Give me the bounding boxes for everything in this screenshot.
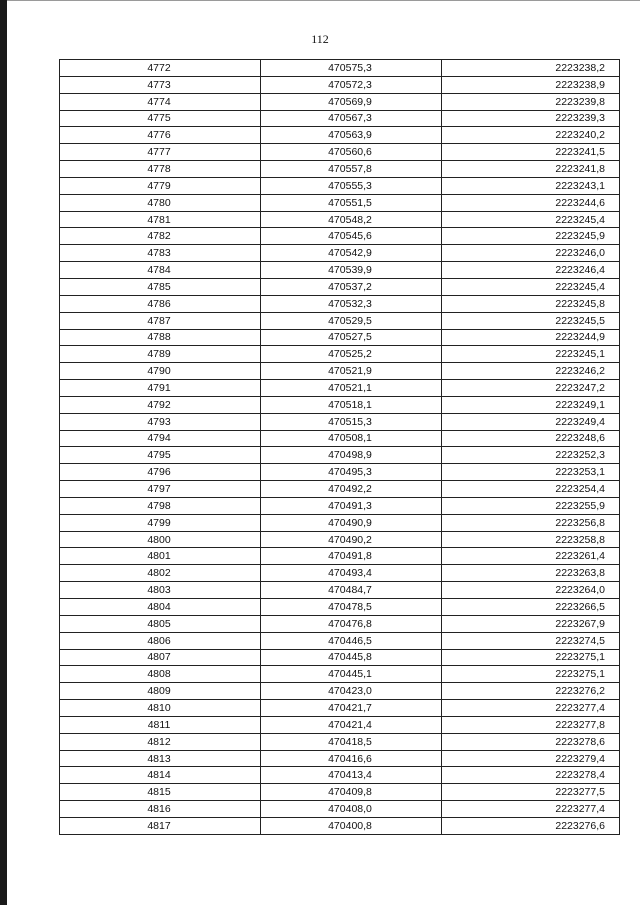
point-number-cell: 4804 (60, 599, 261, 616)
y-coordinate-cell: 2223278,4 (442, 767, 620, 784)
table-row (60, 76, 620, 93)
point-number-cell: 4812 (60, 733, 261, 750)
y-coordinate-cell: 2223238,2 (442, 60, 620, 77)
y-coordinate-cell: 2223245,8 (442, 295, 620, 312)
x-coordinate-cell: 470525,2 (261, 346, 442, 363)
x-coordinate-cell: 470408,0 (261, 801, 442, 818)
y-coordinate-cell: 2223244,9 (442, 329, 620, 346)
scan-edge-top (7, 0, 640, 1)
x-coordinate-cell: 470418,5 (261, 733, 442, 750)
x-coordinate-cell: 470409,8 (261, 784, 442, 801)
table-row (60, 548, 620, 565)
table-row (60, 700, 620, 717)
table-row (60, 683, 620, 700)
point-number-cell: 4790 (60, 363, 261, 380)
y-coordinate-cell: 2223256,8 (442, 514, 620, 531)
table-row (60, 413, 620, 430)
y-coordinate-cell: 2223247,2 (442, 380, 620, 397)
y-coordinate-cell: 2223279,4 (442, 750, 620, 767)
table-row (60, 784, 620, 801)
table-row (60, 346, 620, 363)
table-row (60, 599, 620, 616)
y-coordinate-cell: 2223275,1 (442, 649, 620, 666)
table-row (60, 632, 620, 649)
y-coordinate-cell: 2223276,6 (442, 817, 620, 834)
table-row (60, 161, 620, 178)
table-row (60, 716, 620, 733)
y-coordinate-cell: 2223238,9 (442, 76, 620, 93)
y-coordinate-cell: 2223241,5 (442, 144, 620, 161)
table-row (60, 430, 620, 447)
table-row (60, 750, 620, 767)
table-row (60, 110, 620, 127)
x-coordinate-cell: 470539,9 (261, 262, 442, 279)
point-number-cell: 4797 (60, 481, 261, 498)
table-row (60, 93, 620, 110)
table-row (60, 262, 620, 279)
table-row (60, 329, 620, 346)
table-row (60, 211, 620, 228)
point-number-cell: 4815 (60, 784, 261, 801)
point-number-cell: 4805 (60, 615, 261, 632)
table-row (60, 380, 620, 397)
x-coordinate-cell: 470542,9 (261, 245, 442, 262)
table-row (60, 396, 620, 413)
point-number-cell: 4803 (60, 582, 261, 599)
y-coordinate-cell: 2223266,5 (442, 599, 620, 616)
point-number-cell: 4799 (60, 514, 261, 531)
point-number-cell: 4775 (60, 110, 261, 127)
x-coordinate-cell: 470498,9 (261, 447, 442, 464)
table-row (60, 582, 620, 599)
x-coordinate-cell: 470445,8 (261, 649, 442, 666)
x-coordinate-cell: 470495,3 (261, 464, 442, 481)
y-coordinate-cell: 2223277,8 (442, 716, 620, 733)
table-row (60, 144, 620, 161)
y-coordinate-cell: 2223255,9 (442, 497, 620, 514)
x-coordinate-cell: 470527,5 (261, 329, 442, 346)
table-row (60, 177, 620, 194)
point-number-cell: 4801 (60, 548, 261, 565)
table-row (60, 615, 620, 632)
x-coordinate-cell: 470575,3 (261, 60, 442, 77)
table-row (60, 481, 620, 498)
point-number-cell: 4783 (60, 245, 261, 262)
x-coordinate-cell: 470492,2 (261, 481, 442, 498)
point-number-cell: 4798 (60, 497, 261, 514)
point-number-cell: 4810 (60, 700, 261, 717)
y-coordinate-cell: 2223245,1 (442, 346, 620, 363)
table-row (60, 817, 620, 834)
point-number-cell: 4795 (60, 447, 261, 464)
point-number-cell: 4785 (60, 278, 261, 295)
point-number-cell: 4809 (60, 683, 261, 700)
point-number-cell: 4777 (60, 144, 261, 161)
y-coordinate-cell: 2223252,3 (442, 447, 620, 464)
y-coordinate-cell: 2223249,1 (442, 396, 620, 413)
y-coordinate-cell: 2223241,8 (442, 161, 620, 178)
table-row (60, 127, 620, 144)
point-number-cell: 4773 (60, 76, 261, 93)
x-coordinate-cell: 470521,1 (261, 380, 442, 397)
y-coordinate-cell: 2223258,8 (442, 531, 620, 548)
x-coordinate-cell: 470491,3 (261, 497, 442, 514)
y-coordinate-cell: 2223254,4 (442, 481, 620, 498)
point-number-cell: 4796 (60, 464, 261, 481)
x-coordinate-cell: 470413,4 (261, 767, 442, 784)
y-coordinate-cell: 2223275,1 (442, 666, 620, 683)
y-coordinate-cell: 2223264,0 (442, 582, 620, 599)
point-number-cell: 4808 (60, 666, 261, 683)
point-number-cell: 4800 (60, 531, 261, 548)
x-coordinate-cell: 470532,3 (261, 295, 442, 312)
y-coordinate-cell: 2223239,8 (442, 93, 620, 110)
table-row (60, 565, 620, 582)
point-number-cell: 4807 (60, 649, 261, 666)
x-coordinate-cell: 470557,8 (261, 161, 442, 178)
table-row (60, 464, 620, 481)
table-row (60, 295, 620, 312)
x-coordinate-cell: 470555,3 (261, 177, 442, 194)
table-row (60, 363, 620, 380)
point-number-cell: 4781 (60, 211, 261, 228)
y-coordinate-cell: 2223239,3 (442, 110, 620, 127)
point-number-cell: 4789 (60, 346, 261, 363)
coordinates-table (59, 59, 620, 835)
point-number-cell: 4788 (60, 329, 261, 346)
x-coordinate-cell: 470484,7 (261, 582, 442, 599)
x-coordinate-cell: 470445,1 (261, 666, 442, 683)
x-coordinate-cell: 470446,5 (261, 632, 442, 649)
x-coordinate-cell: 470521,9 (261, 363, 442, 380)
y-coordinate-cell: 2223244,6 (442, 194, 620, 211)
y-coordinate-cell: 2223274,5 (442, 632, 620, 649)
x-coordinate-cell: 470493,4 (261, 565, 442, 582)
point-number-cell: 4786 (60, 295, 261, 312)
table-row (60, 312, 620, 329)
point-number-cell: 4779 (60, 177, 261, 194)
y-coordinate-cell: 2223267,9 (442, 615, 620, 632)
y-coordinate-cell: 2223243,1 (442, 177, 620, 194)
point-number-cell: 4802 (60, 565, 261, 582)
y-coordinate-cell: 2223278,6 (442, 733, 620, 750)
y-coordinate-cell: 2223245,4 (442, 211, 620, 228)
table-row (60, 245, 620, 262)
y-coordinate-cell: 2223253,1 (442, 464, 620, 481)
point-number-cell: 4787 (60, 312, 261, 329)
y-coordinate-cell: 2223246,2 (442, 363, 620, 380)
y-coordinate-cell: 2223240,2 (442, 127, 620, 144)
x-coordinate-cell: 470569,9 (261, 93, 442, 110)
y-coordinate-cell: 2223245,5 (442, 312, 620, 329)
x-coordinate-cell: 470476,8 (261, 615, 442, 632)
table-row (60, 194, 620, 211)
table-row (60, 649, 620, 666)
x-coordinate-cell: 470537,2 (261, 278, 442, 295)
x-coordinate-cell: 470545,6 (261, 228, 442, 245)
point-number-cell: 4782 (60, 228, 261, 245)
point-number-cell: 4772 (60, 60, 261, 77)
scan-edge-left (0, 0, 7, 905)
table-row (60, 531, 620, 548)
coordinates-table-body (60, 60, 620, 835)
x-coordinate-cell: 470518,1 (261, 396, 442, 413)
y-coordinate-cell: 2223246,0 (442, 245, 620, 262)
x-coordinate-cell: 470572,3 (261, 76, 442, 93)
y-coordinate-cell: 2223245,4 (442, 278, 620, 295)
table-row (60, 278, 620, 295)
point-number-cell: 4816 (60, 801, 261, 818)
point-number-cell: 4811 (60, 716, 261, 733)
table-row (60, 497, 620, 514)
point-number-cell: 4776 (60, 127, 261, 144)
point-number-cell: 4784 (60, 262, 261, 279)
x-coordinate-cell: 470421,4 (261, 716, 442, 733)
y-coordinate-cell: 2223248,6 (442, 430, 620, 447)
point-number-cell: 4814 (60, 767, 261, 784)
x-coordinate-cell: 470416,6 (261, 750, 442, 767)
y-coordinate-cell: 2223276,2 (442, 683, 620, 700)
x-coordinate-cell: 470551,5 (261, 194, 442, 211)
x-coordinate-cell: 470563,9 (261, 127, 442, 144)
x-coordinate-cell: 470491,8 (261, 548, 442, 565)
table-row (60, 60, 620, 77)
point-number-cell: 4792 (60, 396, 261, 413)
y-coordinate-cell: 2223249,4 (442, 413, 620, 430)
point-number-cell: 4794 (60, 430, 261, 447)
point-number-cell: 4806 (60, 632, 261, 649)
table-row (60, 733, 620, 750)
table-row (60, 228, 620, 245)
x-coordinate-cell: 470548,2 (261, 211, 442, 228)
x-coordinate-cell: 470529,5 (261, 312, 442, 329)
point-number-cell: 4793 (60, 413, 261, 430)
x-coordinate-cell: 470560,6 (261, 144, 442, 161)
x-coordinate-cell: 470423,0 (261, 683, 442, 700)
point-number-cell: 4780 (60, 194, 261, 211)
page-number: 112 (311, 32, 329, 46)
point-number-cell: 4817 (60, 817, 261, 834)
table-row (60, 801, 620, 818)
y-coordinate-cell: 2223277,5 (442, 784, 620, 801)
x-coordinate-cell: 470490,9 (261, 514, 442, 531)
y-coordinate-cell: 2223245,9 (442, 228, 620, 245)
y-coordinate-cell: 2223261,4 (442, 548, 620, 565)
x-coordinate-cell: 470478,5 (261, 599, 442, 616)
point-number-cell: 4778 (60, 161, 261, 178)
x-coordinate-cell: 470515,3 (261, 413, 442, 430)
table-row (60, 767, 620, 784)
point-number-cell: 4813 (60, 750, 261, 767)
table-row (60, 447, 620, 464)
y-coordinate-cell: 2223263,8 (442, 565, 620, 582)
point-number-cell: 4774 (60, 93, 261, 110)
x-coordinate-cell: 470490,2 (261, 531, 442, 548)
y-coordinate-cell: 2223277,4 (442, 801, 620, 818)
x-coordinate-cell: 470567,3 (261, 110, 442, 127)
point-number-cell: 4791 (60, 380, 261, 397)
table-row (60, 666, 620, 683)
x-coordinate-cell: 470421,7 (261, 700, 442, 717)
x-coordinate-cell: 470400,8 (261, 817, 442, 834)
y-coordinate-cell: 2223246,4 (442, 262, 620, 279)
x-coordinate-cell: 470508,1 (261, 430, 442, 447)
y-coordinate-cell: 2223277,4 (442, 700, 620, 717)
table-row (60, 514, 620, 531)
